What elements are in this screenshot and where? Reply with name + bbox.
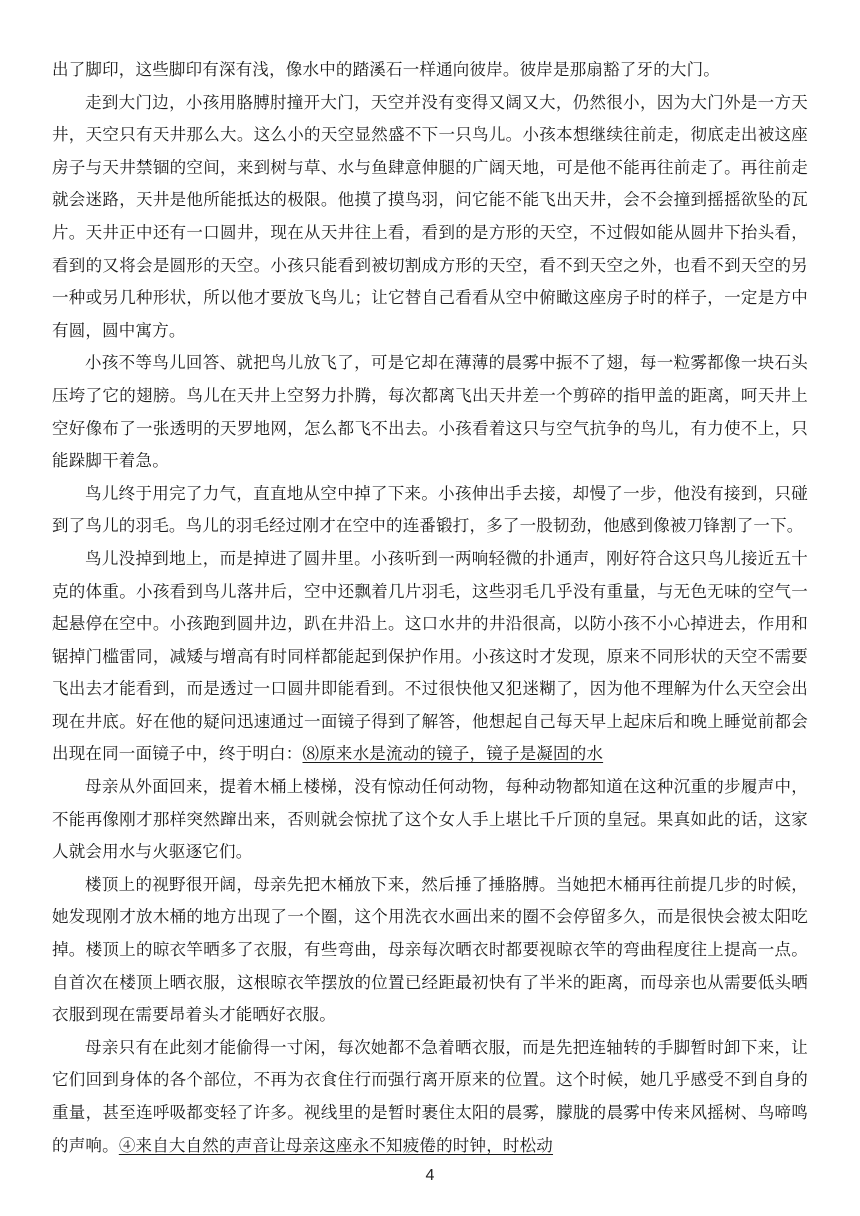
- paragraph-7: 楼顶上的视野很开阔，母亲先把木桶放下来，然后捶了捶胳膊。当她把木桶再往前提几步的时候，她发现刚才放木桶的地方出现了一个圈，这个用洗衣水画出来的圈不会停留多久，而是很快会被太阳吃掉。楼顶上的晾衣竿晒多了衣服，有些弯曲，母亲每次晒衣时都要视晾衣竿的弯曲程度往上提高一点。自首次在楼顶上晒衣服，这根晾衣竿摆放的位置已经距最初快有了半米的距离，而母亲也从需要低头晒衣服到现在需要昂着头才能晒好衣服。: [52, 874, 808, 1025]
- paragraph-1: 出了脚印，这些脚印有深有浅，像水中的踏溪石一样通向彼岸。彼岸是那扇豁了牙的大门。: [52, 60, 720, 79]
- paragraph-4: 鸟儿终于用完了力气，直直地从空中掉了下来。小孩伸出手去接，却慢了一步，他没有接到，只碰到了鸟儿的羽毛。鸟儿的羽毛经过刚才在空中的连番锻打，多了一股韧劲，他感到像被刀锋割了一下。: [52, 483, 808, 536]
- paragraph-5: [52, 543, 808, 771]
- page-number: 4: [425, 1167, 435, 1184]
- paragraph-8: [52, 1032, 808, 1162]
- underlined-sentence-8: ⑻原来水是流动的镜子，镜子是凝固的水: [302, 744, 604, 764]
- paragraph-8-text: 母亲只有在此刻才能偷得一寸闲，每次她都不急着晒衣服，而是先把连轴转的手脚暂时卸下来，让它们回到身体的各个部位，不再为衣食住行而强行离开原来的位置。这个时候，她几乎感受不到自身的重量，甚至连呼吸都变轻了许多。视线里的是暂时裹住太阳的晨雾，朦胧的晨雾中传来风摇树、鸟啼鸣的声响。: [52, 1037, 808, 1155]
- paragraph-5-text: 鸟儿没掉到地上，而是掉进了圆井里。小孩听到一两响轻微的扑通声，刚好符合这只鸟儿接近五十克的体重。小孩看到鸟儿落井后，空中还飘着几片羽毛，这些羽毛几乎没有重量，与无色无味的空气一起悬停在空中。小孩跑到圆井边，趴在井沿上。这口水井的井沿很高，以防小孩不小心掉进去，作用和锯掉门槛雷同，减矮与增高有时同样都能起到保护作用。小孩这时才发现，原来不同形状的天空不需要飞出去才能看到，而是透过一口圆井即能看到。不过很快他又犯迷糊了，因为他不理解为什么天空会出现在井底。好在他的疑问迅速通过一面镜子得到了解答，他想起自己每天早上起床后和晚上睡觉前都会出现在同一面镜子中，终于明白：: [52, 548, 808, 764]
- article-body: [52, 54, 808, 1162]
- paragraph-2: 走到大门边，小孩用胳膊肘撞开大门，天空并没有变得又阔又大，仍然很小，因为大门外是一方天井，天空只有天井那么大。这么小的天空显然盛不下一只鸟儿。小孩本想继续往前走，彻底走出被这座房子与天井禁锢的空间，来到树与草、水与鱼肆意伸腿的广阔天地，可是他不能再往前走了。再往前走就会迷路，天井是他所能抵达的极限。他摸了摸鸟羽，问它能不能飞出天井，会不会撞到摇摇欲坠的瓦片。天井正中还有一口圆井，现在从天井往上看，看到的是方形的天空，不过假如能从圆井下抬头看，看到的又将会是圆形的天空。小孩只能看到被切割成方形的天空，看不到天空之外，也看不到天空的另一种或另几种形状，所以他才要放飞鸟儿；让它替自己看看从空中俯瞰这座房子时的样子，一定是方中有圆，圆中寓方。: [52, 92, 808, 340]
- underlined-sentence-4: ④来自大自然的声音让母亲这座永不知疲倦的时钟，时松动: [118, 1135, 554, 1155]
- paragraph-3: 小孩不等鸟儿回答、就把鸟儿放飞了，可是它却在薄薄的晨雾中振不了翅，每一粒雾都像一块石头压垮了它的翅膀。鸟儿在天井上空努力扑腾，每次都离飞出天井差一个剪碎的指甲盖的距离，呵天井上空好像布了一张透明的天罗地网，怎么都飞不出去。小孩看着这只与空气抗争的鸟儿，有力使不上，只能跺脚干着急。: [52, 353, 808, 471]
- paragraph-6: 母亲从外面回来，提着木桶上楼梯，没有惊动任何动物，每种动物都知道在这种沉重的步履声中，不能再像刚才那样突然蹿出来，否则就会惊扰了这个女人手上堪比千斤顶的皇冠。果真如此的话，这家人就会用水与火驱逐它们。: [52, 777, 808, 862]
